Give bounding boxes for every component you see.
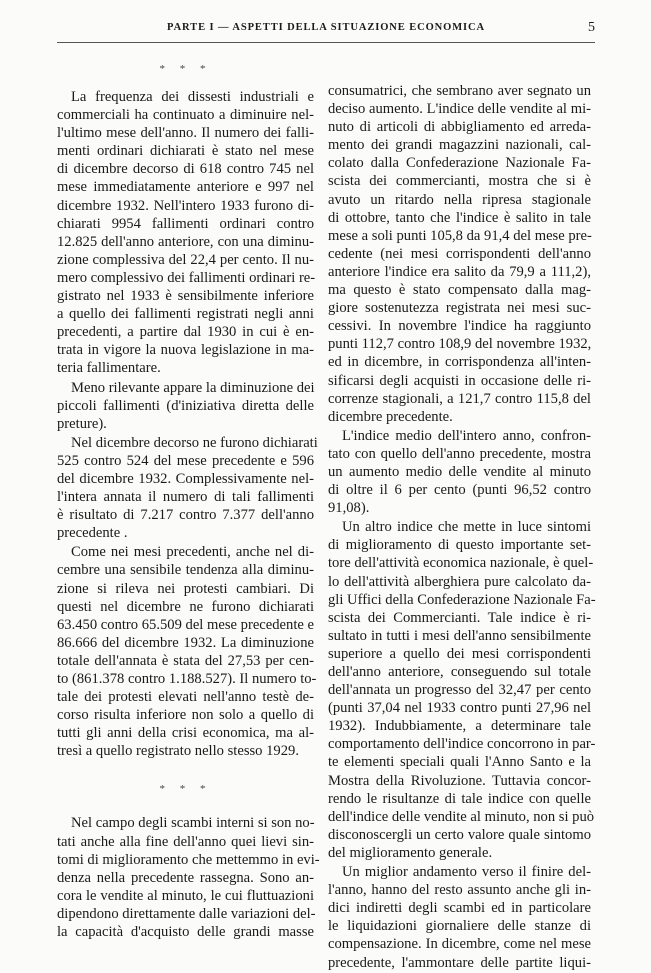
text-line: Un altro indice che mette in luce sintomi [342,519,591,536]
text-line: punti 112,7 contro 108,9 del novembre 1932, [328,336,592,353]
text-line: preture). [57,415,107,432]
text-line: teria fallimentare. [57,360,161,377]
text-line: Mostra della Rivoluzione. Tuttavia concor- [328,772,591,789]
text-line: totale dell'annata è stata del 27,53 per cen- [57,652,314,669]
text-line: ed in dicembre, in corrispondenza all'inten- [328,354,591,371]
text-line: tutti gli anni della crisi economica, ma al- [57,725,314,742]
text-line: mero complessivo dei fallimenti ordinari re- [57,269,316,286]
text-line: tresì a quello registrato nello stesso 1929. [57,743,299,760]
text-line: tore dell'attività economica nazionale, è quel- [328,555,594,572]
text-line: commerciali ha continuato a diminuire nel- [57,107,314,124]
text-line: è risultato di 7.217 contro 7.377 dell'anno [57,507,314,524]
text-line: dicembre 1932. Nell'intero 1933 furono di- [57,197,314,214]
text-line: tomi di miglioramento che mettemmo in evi- [57,851,320,868]
text-line: Nel dicembre decorso ne furono dichiarati [71,434,318,451]
text-line: mese a soli punti 105,8 da 91,4 del mese pre- [328,227,592,244]
paragraph [328,863,591,972]
text-line: consumatrici, che sembrano aver segnato un [328,83,591,99]
text-line: di dicembre decorso di 618 contro 745 nel [57,161,314,178]
text-line: trata in vigore la nuova legislazione in ma- [57,342,314,359]
text-line: (punti 37,04 nel 1933 contro punti 27,96 nel [328,700,591,717]
text-line: cedente (nei mesi corrispondenti dell'anno [328,245,591,262]
text-line: zione complessiva del 22,4 per cento. Il nu- [57,251,314,268]
text-line: anteriore l'indice era salito da 79,9 a 111,2), [328,263,591,280]
text-line: lo dell'attività alberghiera pure calcolato da- [328,573,591,590]
text-line: 63.450 contro 65.509 del mese precedente e [57,616,314,633]
text-line: 86.666 del dicembre 1932. La diminuzione [57,634,314,651]
text-line: menti ordinari dichiarati è stato nel mese [57,143,314,160]
text-line: scista dei commercianti, mostra che si è [328,173,591,190]
text-line: disconoscergli un certo valore quale sintomo [328,826,591,843]
text-line: 525 contro 524 del mese precedente e 596 [57,452,314,469]
text-line: la capacità d'acquisto delle grandi masse [57,924,314,941]
text-line: compensazione. In dicembre, come nel mese [328,936,591,953]
section-separator: * * * [159,783,212,796]
header-rule [57,42,595,43]
paragraph [57,88,314,378]
right-column [328,82,596,973]
text-line: ma questo è stato compensato dalla mag- [328,282,591,299]
text-line: precedente . [57,525,128,542]
text-line: chiarati 9954 fallimenti ordinari contro [57,215,314,232]
text-line: di ottobre, tanto che l'indice è salito in tale [328,209,591,226]
text-line: 12.825 dell'anno anteriore, con una diminu- [57,233,314,250]
text-line: dell'indice delle vendite al minuto, non si può [328,808,595,825]
text-line: to (861.378 contro 1.188.527). Il numero to- [57,671,317,687]
running-header [57,22,595,42]
text-line: Nel campo degli scambi interni si son no- [71,815,315,832]
text-line: nuto di articoli di abbigliamento ed arreda- [328,119,591,136]
text-line: sificarsi degli acquisti in occasione delle ri- [328,372,591,389]
paragraph [57,434,318,543]
text-line: dipendono direttamente dalle variazioni del- [57,905,316,922]
text-line: dell'anno anteriore, conseguendo sul totale [328,664,591,680]
text-line: avuto un ritardo nella ripresa stagionale [328,191,591,208]
text-line: denza nella precedente rassegna. Sono an- [57,869,314,886]
text-line: dici indiretti degli scambi ed in particolare [328,900,591,917]
paragraph [328,82,591,426]
text-line: piccoli fallimenti (d'iniziativa diretta delle [57,397,314,414]
text-line: giore sostenutezza registrata nei mesi suc- [328,300,591,317]
text-line: te elementi speciali quali l'Anno Santo e la [328,754,591,771]
text-line: deciso aumento. L'indice delle vendite al mi- [328,101,591,118]
text-line: l'ultimo mese dell'anno. Il numero dei falli- [57,125,314,142]
text-line: tale dei protesti elevati nell'anno testè de- [57,689,314,706]
text-line: Un miglior andamento verso il finire del- [342,864,591,881]
text-line: correnze stagionali, a 121,7 contro 115,8 del [328,390,591,407]
text-line: le liquidazioni giornaliere delle stanze di [328,918,591,935]
text-line: 91,08). [328,500,370,517]
page-number: 5 [588,20,595,35]
text-line: gistrato nel 1933 è sensibilmente inferiore [57,288,314,305]
text-line: cessivi. In novembre l'indice ha raggiunto [328,318,591,335]
text-line: superiore a quello dei mesi corrispondenti [328,645,591,662]
paragraph [328,427,591,517]
text-line: Meno rilevante appare la diminuzione dei [71,379,315,396]
text-line: Come nei mesi precedenti, anche nel di- [71,544,314,561]
text-line: dicembre precedente. [328,408,453,425]
text-line: del dicembre 1932. Complessivamente nel- [57,470,314,487]
text-line: comportamento dell'indice concorrono in par- [328,736,596,753]
text-line: a quello dei fallimenti registrati negli anni [57,306,314,323]
text-line: questi nel dicembre ne furono dichiarati [57,598,314,615]
section-separator: * * * [159,63,212,75]
left-column [57,63,320,942]
paragraph [57,814,320,941]
text-line: cora le vendite al minuto, le cui fluttuazioni [57,887,314,904]
text-line: l'intera annata il numero di tali fallimenti [57,489,314,506]
text-line: gli Uffici della Confederazione Nazionale Fa- [328,591,596,608]
text-line: dell'annata un progresso del 32,47 per cento [328,682,591,699]
header-title: PARTE I — ASPETTI DELLA SITUAZIONE ECONOMICA [167,22,485,33]
text-line: sultato in tutti i mesi dell'anno sensibilmente [328,627,591,644]
text-line: scista dei Commercianti. Tale indice è ri- [328,609,591,626]
text-line: un aumento medio delle vendite al minuto [328,463,591,480]
text-line: colato dalla Confederazione Nazionale Fa- [328,155,591,172]
text-line: mese immediatamente anteriore e 997 nel [57,179,314,196]
paragraph [328,518,596,862]
text-line: precedenti, a partire dal 1930 in cui è en- [57,324,314,341]
text-line: L'indice medio dell'intero anno, confron- [342,427,591,444]
text-line: l'anno, hanno del resto assunto anche gli in- [328,882,591,899]
text-line: di miglioramento di questo importante set- [328,537,591,554]
text-line: cembre una sensibile tendenza alla diminu- [57,562,314,579]
text-line: mento dei grandi magazzini nazionali, cal- [328,137,591,154]
text-line: di oltre il 6 per cento (punti 96,52 contro [328,482,591,499]
paragraph [57,379,314,433]
text-line: La frequenza dei dissesti industriali e [71,89,314,105]
text-line: rendo le risultanze di tale indice con quelle [328,790,591,807]
text-line: zione si rileva nei protesti cambiari. Di [57,580,314,597]
text-line: tati anche alla fine dell'anno quei lievi sin- [57,833,314,850]
text-line: precedente, l'ammontare delle partite liqui- [328,954,591,971]
text-line: del miglioramento generale. [328,844,493,861]
text-line: tato con quello dell'anno precedente, mostra [328,445,591,462]
text-line: corso risulta inferiore non solo a quello di [57,707,314,724]
paragraph [57,543,317,760]
text-line: 1932). Indubbiamente, a determinare tale [328,718,591,735]
